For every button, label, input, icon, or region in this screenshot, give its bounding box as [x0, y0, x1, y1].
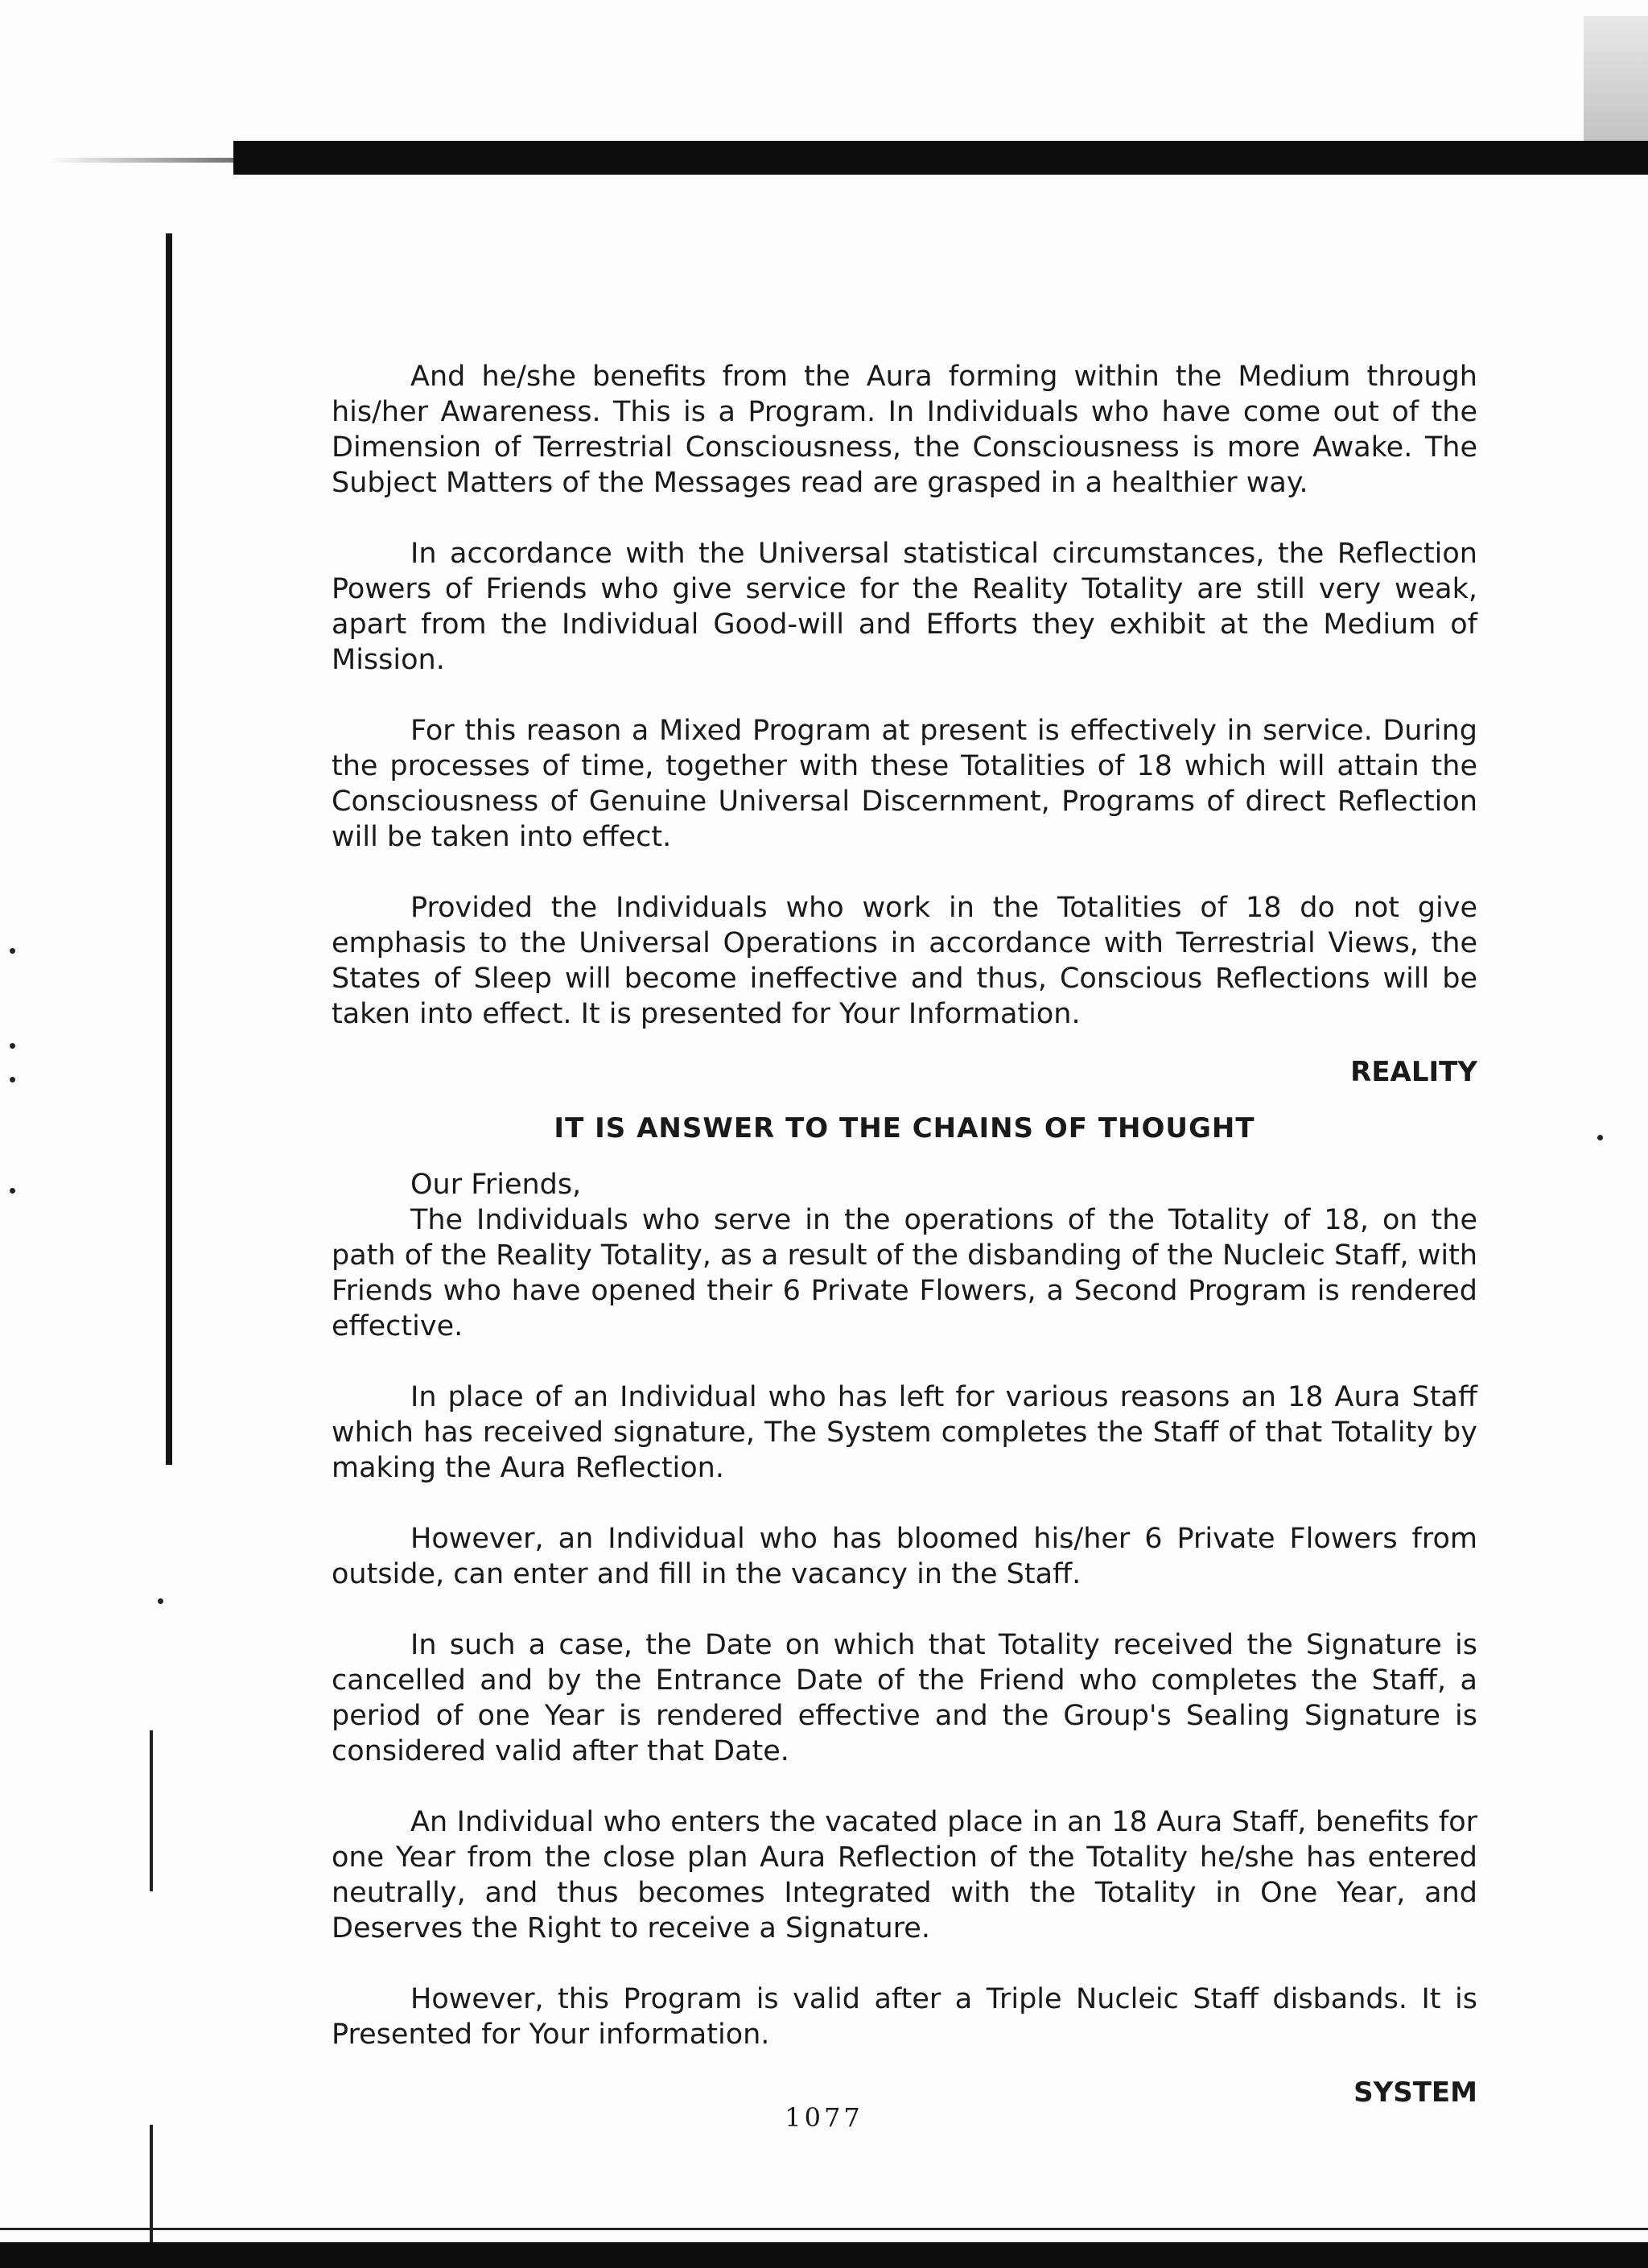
system-message — [332, 1112, 1477, 2109]
paragraph: In place of an Individual who has left for various reasons an 18 Aura Staff which has received signature, The System completes the Staff of that Totality by making the Aura Reflection. — [332, 1381, 1477, 1484]
scan-speck — [10, 1077, 15, 1082]
paragraph: For this reason a Mixed Program at present is effectively in service. During the processes of time, together with these Totalities of 18 which will attain the Consciousness of Genuine Universal Discernment, Programs of direct Reflection will be taken into effect. — [332, 715, 1477, 853]
page-body — [332, 359, 1477, 2133]
scan-top-fade — [48, 158, 233, 163]
scan-left-edge — [166, 233, 172, 1465]
section-heading: IT IS ANSWER TO THE CHAINS OF THOUGHT — [554, 1112, 1255, 1144]
scan-speck — [158, 1598, 163, 1604]
scan-speck — [10, 1188, 15, 1194]
paragraph: An Individual who enters the vacated place in an 18 Aura Staff, benefits for one Year from the close plan Aura Reflection of the Totality he/she has entered neutrally, and thus becomes Integrated with the Totality in One Year, and Deserves the Right to receive a Signature. — [332, 1806, 1477, 1944]
paragraph: However, this Program is valid after a Triple Nucleic Staff disbands. It is Presented for Your information. — [332, 1983, 1477, 2051]
scan-corner-artifact — [1584, 16, 1648, 161]
scan-top-bar — [233, 141, 1648, 175]
scan-left-edge-bottom — [150, 2125, 153, 2254]
scan-speck — [10, 1043, 15, 1049]
scan-bottom-bar — [0, 2242, 1648, 2268]
reality-message — [332, 359, 1477, 1088]
page-number: 1077 — [785, 2102, 863, 2133]
signature-reality: REALITY — [1350, 1056, 1477, 1088]
scan-speck — [1597, 1135, 1603, 1140]
scan-left-edge-lower — [150, 1730, 153, 1891]
scan-speck — [10, 948, 15, 954]
paragraph: In accordance with the Universal statistical circumstances, the Reflection Powers of Friends who give service for the Reality Totality are still very weak, apart from the Individual Good-will and Efforts they exhibit at the Medium of Mission. — [332, 538, 1477, 676]
paragraph: Provided the Individuals who work in the Totalities of 18 do not give emphasis to the Universal Operations in accordance with Terrestrial Views, the States of Sleep will become ineffective and thus, Conscious Reflections will be taken into effect. It is presented for Your Information. — [332, 892, 1477, 1030]
paragraph: The Individuals who serve in the operations of the Totality of 18, on the path of the Reality Totality, as a result of the disbanding of the Nucleic Staff, with Friends who have opened their 6 Private Flowers, a Second Program is rendered effective. — [332, 1204, 1477, 1342]
paragraph: And he/she benefits from the Aura forming within the Medium through his/her Awareness. This is a Program. In Individuals who have come out of the Dimension of Terrestrial Consciousness, the Consciousness is more Awake. The Subject Matters of the Messages read are grasped in a healthier way. — [332, 361, 1477, 499]
paragraph: In such a case, the Date on which that Totality received the Signature is cancelled and by the Entrance Date of the Friend who completes the Staff, a period of one Year is rendered effective and the Group's Sealing Signature is considered valid after that Date. — [332, 1629, 1477, 1767]
signature-system: SYSTEM — [1353, 2076, 1477, 2109]
salutation: Our Friends, — [410, 1169, 582, 1201]
scan-bottom-line — [0, 2228, 1648, 2230]
paragraph: However, an Individual who has bloomed his/her 6 Private Flowers from outside, can enter and fill in the vacancy in the Staff. — [332, 1523, 1477, 1590]
